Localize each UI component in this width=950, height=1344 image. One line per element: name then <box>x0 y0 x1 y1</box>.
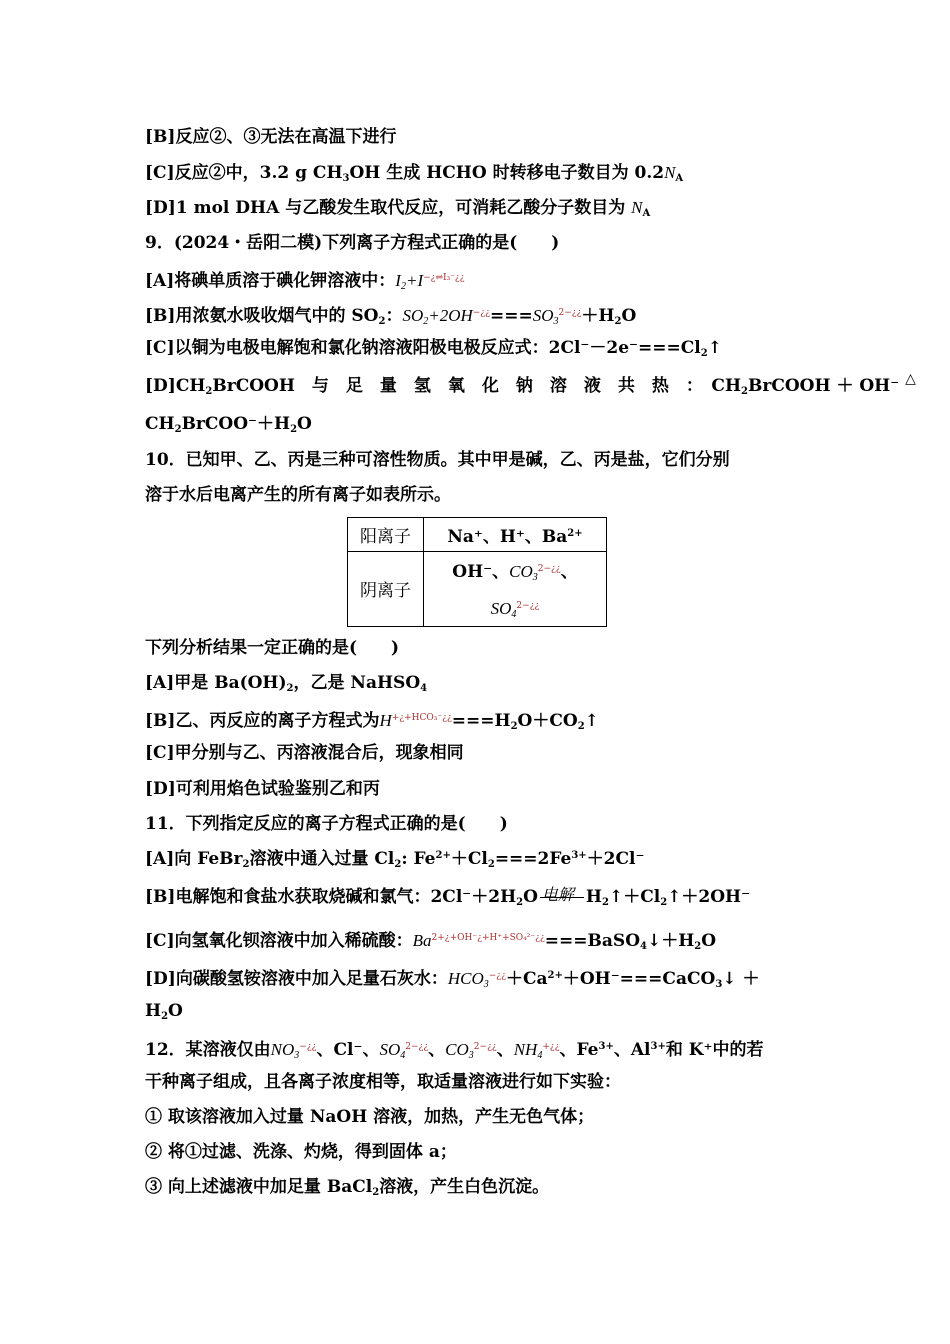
q12-step-2: ② 将①过滤、洗涤、灼烧，得到固体 a； <box>145 1142 457 1163</box>
heat-triangle-icon: △ <box>905 371 916 388</box>
cation-values: Na⁺、H⁺、$Ba^{2+}$ <box>424 517 607 551</box>
q9-stem: 9．(2024・岳阳二模)下列离子方程式正确的是( ) <box>145 232 560 253</box>
q10-option-c: [C]甲分别与乙、丙溶液混合后，现象相同 <box>145 743 464 764</box>
q8-option-b: [B]反应②、③无法在高温下进行 <box>145 127 397 147</box>
q11-option-a: [A]向 FeBr$_2$溶液中通入过量 $Cl_2$: $Fe^{2+}+Cl_2===2Fe^{3+}+2Cl^-$ <box>145 849 645 870</box>
q10-stem-line1: 10．已知甲、乙、丙是三种可溶性物质。其中甲是碱，乙、丙是盐，它们分别 <box>145 449 730 470</box>
q11-option-b: [B]电解饱和食盐水获取烧碱和氯气：$2Cl^-+2H_2O$ 电解 $H_2↑+Cl_2↑+2OH^-$ <box>145 885 751 909</box>
q12-stem-line1: 12．某溶液仅由$NO_3^{-¿¿}$、Cl⁻、$SO_4^{2-¿¿}$、$CO_3^{2-¿¿}$、$NH_4^{+¿¿}$、$Fe^{3+}$、$Al^{3+}$和 K⁺中的若 <box>145 1039 764 1061</box>
q12-stem-line2: 干种离子组成，且各离子浓度相等，取适量溶液进行如下实验： <box>145 1071 621 1092</box>
q11-stem: 11．下列指定反应的离子方程式正确的是( ) <box>145 813 508 834</box>
q9-option-a: [A]将碘单质溶于碘化钾溶液中：$I_2+I^{-¿\rightleftharpoons I_3^-¿¿}$ <box>145 270 465 292</box>
q10-question: 下列分析结果一定正确的是( ) <box>145 637 400 658</box>
q12-step-3: ③ 向上述滤液中加足量 BaCl$_2$溶液，产生白色沉淀。 <box>145 1177 550 1199</box>
anion-values: OH⁻、$CO_3^{2-¿¿}$、 $SO_4^{2-¿¿}$ <box>424 551 607 626</box>
q8-option-c: [C]反应②中，3.2 g $CH_3OH$ 生成 HCHO 时转移电子数目为 $0.2N_A$ <box>145 163 684 185</box>
q10-option-a: [A]甲是 $Ba(OH)_2$，乙是 NaHSO$_4$ <box>145 673 428 695</box>
q9-option-c: [C]以铜为电极电解饱和氯化钠溶液阳极电极反应式：$2Cl^--2e^-===Cl_2↑$ <box>145 338 722 360</box>
q11-option-c: [C]向氢氧化钡溶液中加入稀硫酸：$Ba^{2+¿+OH^-¿+H^++SO_4^{2-}¿¿}===BaSO_4↓+H_2O$ <box>145 931 717 953</box>
q9-option-d-cont: $CH_2BrCOO^-+H_2O$ <box>145 414 312 436</box>
q8-option-d: [D]1 mol DHA 与乙酸发生取代反应，可消耗乙酸分子数目为 $N_A$ <box>145 198 651 220</box>
q10-option-d: [D]可利用焰色试验鉴别乙和丙 <box>145 778 380 799</box>
q9-option-b: [B]用浓氨水吸收烟气中的 $SO_2$：$SO_2+2OH^{-¿¿}===SO_3^{2-¿¿}+H_2O$ <box>145 305 637 327</box>
electrolysis-arrow: 电解 <box>540 897 584 898</box>
document-page <box>145 120 916 1206</box>
q9-option-d: $[D]CH_2BrCOOH$ 与 足 量 氢 氧 化 钠 溶 液 共 热 ： $CH_2BrCOOH + OH^-$ △ <box>145 366 810 407</box>
cation-label: 阳离子 <box>348 517 424 551</box>
anion-label: 阴离子 <box>348 551 424 626</box>
q10-stem-line2: 溶于水后电离产生的所有离子如表所示。 <box>145 484 451 505</box>
ion-table <box>347 517 607 627</box>
q12-step-1: ① 取该溶液加入过量 NaOH 溶液，加热，产生无色气体； <box>145 1106 595 1127</box>
q10-option-b: [B]乙、丙反应的离子方程式为$H^{+¿+HCO_3^-¿¿}===H_2O+CO_2↑$ <box>145 711 599 733</box>
q11-option-d-cont: $H_2O$ <box>145 1001 183 1023</box>
q11-option-d: [D]向碳酸氢铵溶液中加入足量石灰水：$HCO_3^{-¿¿}+Ca^{2+}+OH^-===CaCO_3↓$ ＋ <box>145 969 760 991</box>
